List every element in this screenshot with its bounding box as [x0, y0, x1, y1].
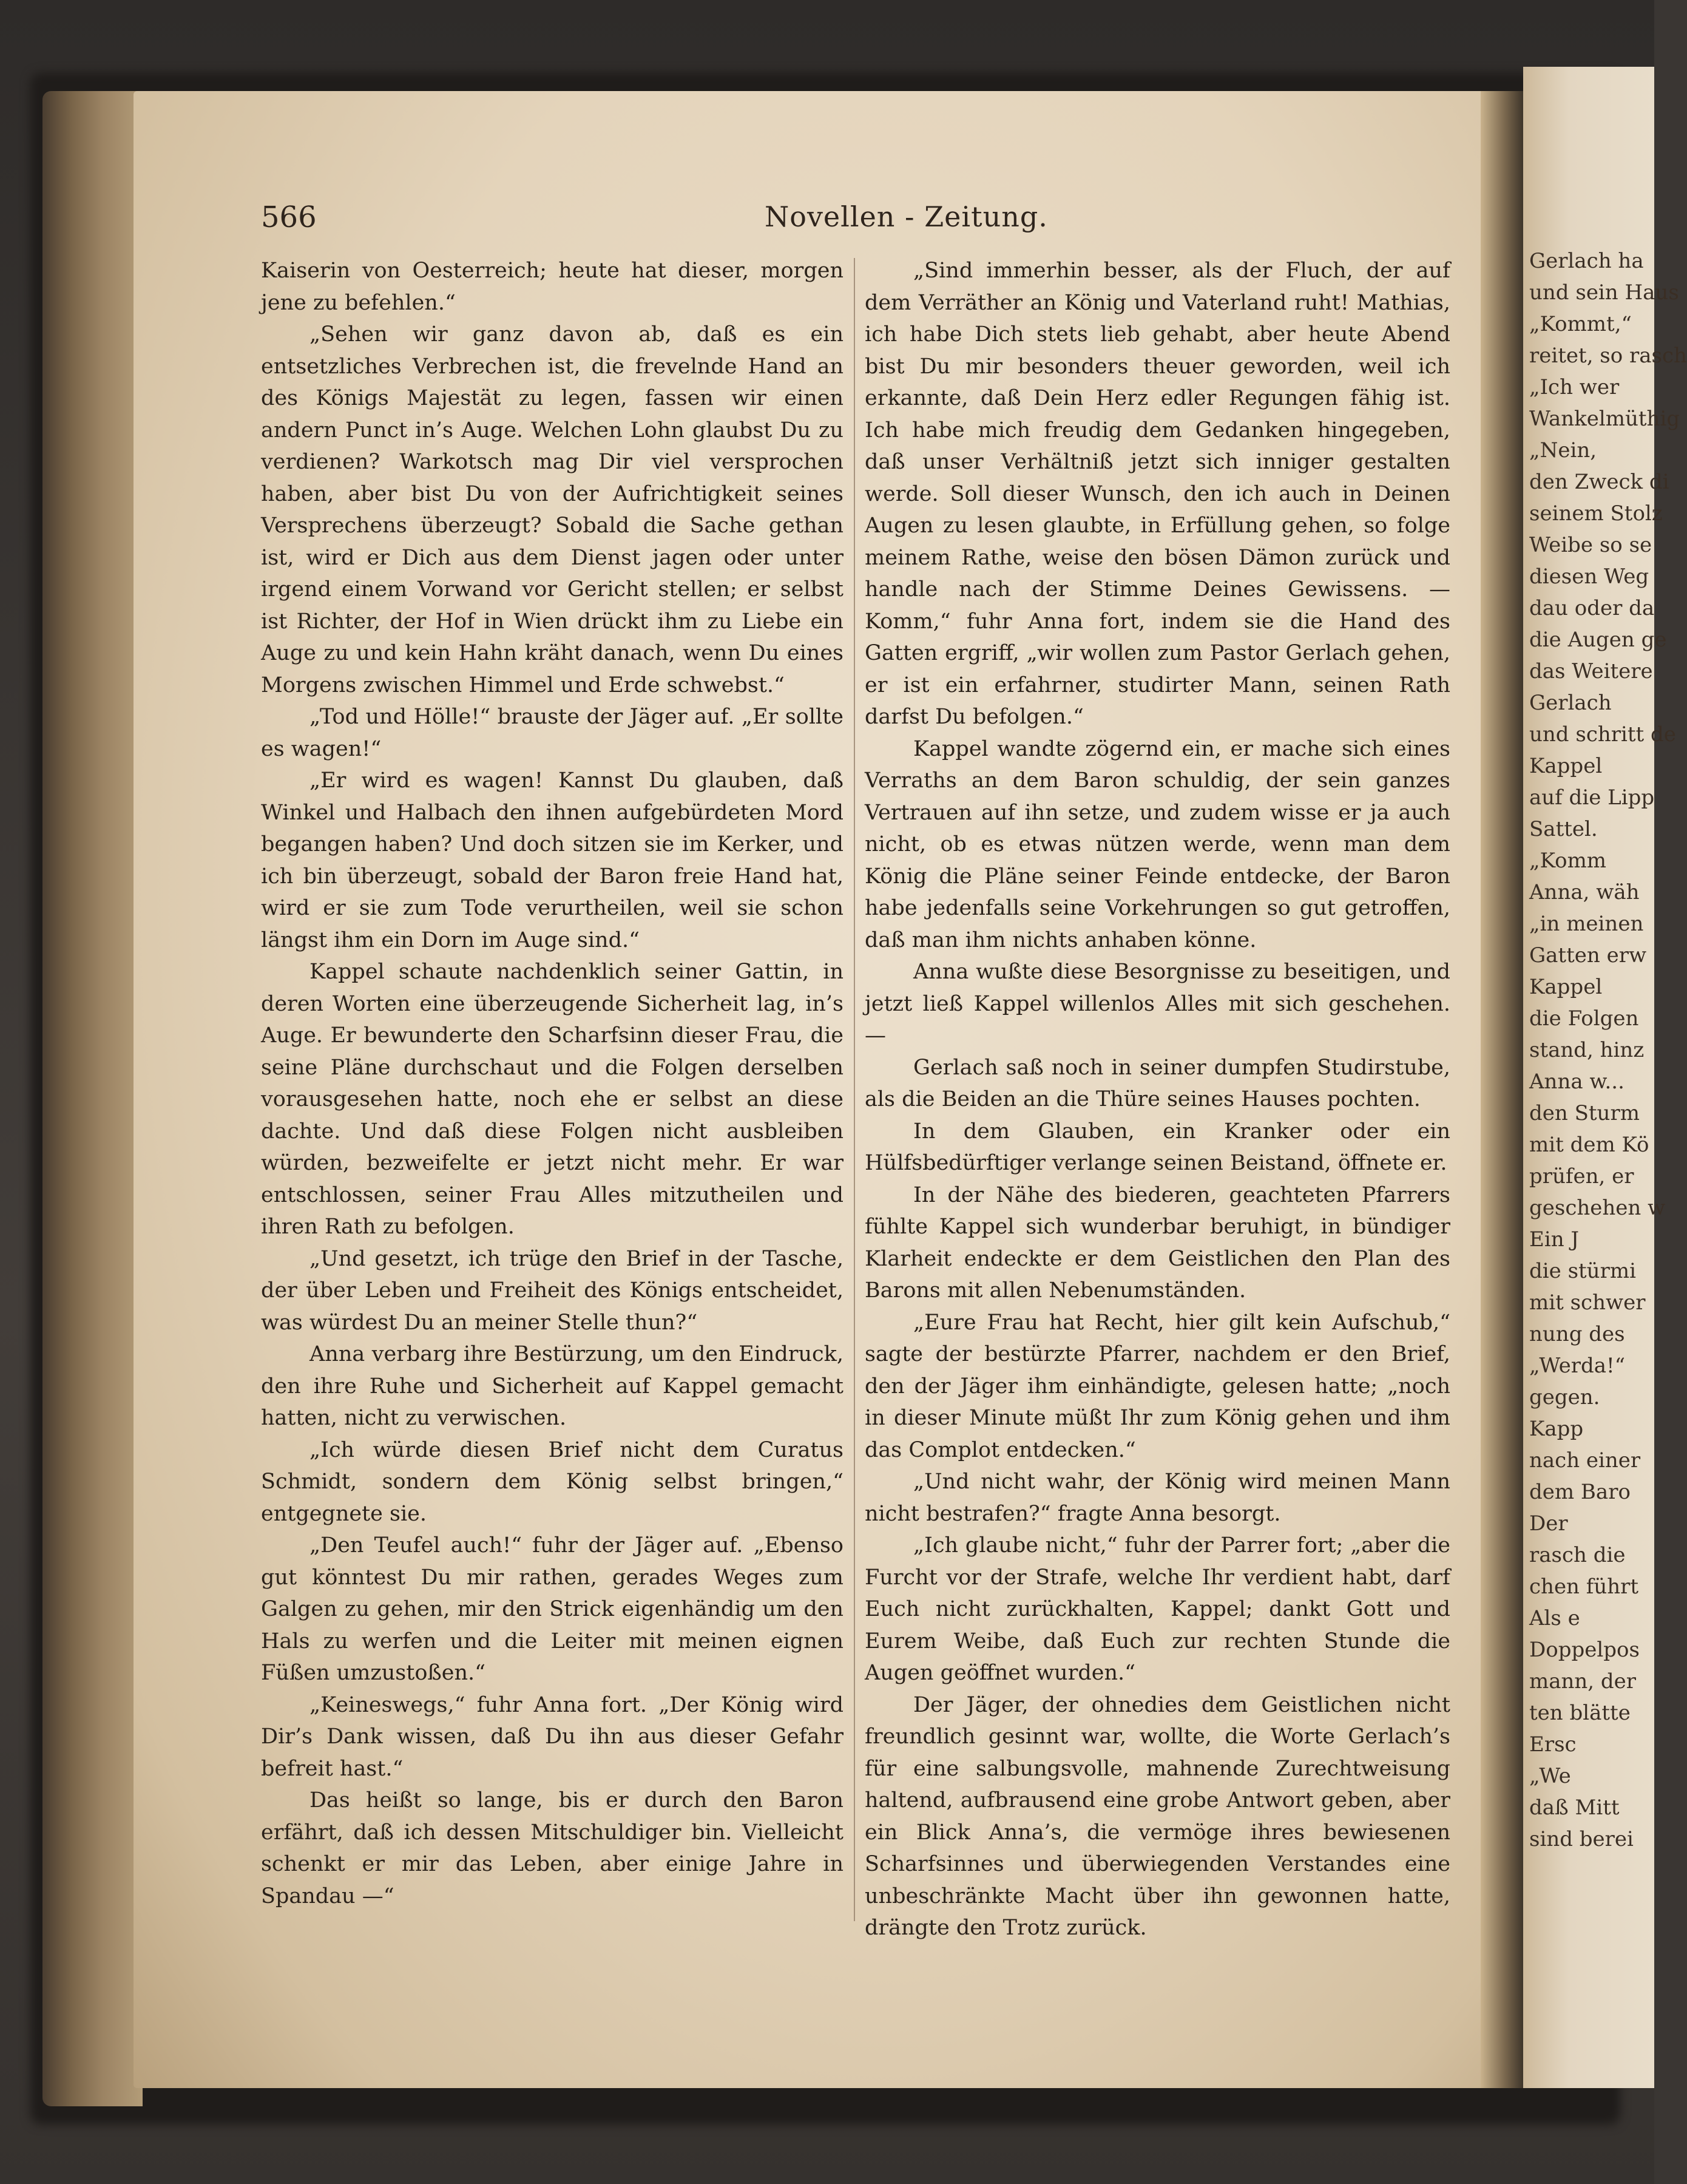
next-page-text-line: „Werda!“: [1529, 1354, 1626, 1378]
paragraph: Kappel schaute nachdenklich seiner Gattin, in deren Worten eine überzeugende Sicherheit lag, in’s Auge. Er bewunderte den Scharfsinn dieser Frau, die seine Pläne durchschaut und die Folgen derselben vorausgesehen hatte, noch ehe er selbst an diese dachte. Und daß diese Folgen nicht ausbleiben würden, bezweifelte er jetzt nicht mehr. Er war entschlossen, seiner Frau Alles mitzutheilen und ihren Rath zu befolgen.: [261, 960, 843, 1239]
page-number: 566: [261, 200, 317, 234]
next-page-text-line: das Weitere: [1529, 659, 1653, 683]
paragraph: „Keineswegs,“ fuhr Anna fort. „Der König wird Dir’s Dank wissen, daß Du ihn aus dieser Gefahr befreit hast.“: [261, 1692, 843, 1781]
next-page-text-line: „Nein,: [1529, 438, 1597, 463]
next-page-text-line: „Komm: [1529, 849, 1607, 873]
next-page-text-line: ten blätte: [1529, 1701, 1631, 1725]
column-divider: [854, 258, 855, 1921]
next-page-text-line: Sattel.: [1529, 817, 1598, 841]
next-page-text-line: Doppelpos: [1529, 1638, 1640, 1662]
next-page-text-line: geschehen w: [1529, 1196, 1666, 1220]
paragraph: Kappel wandte zögernd ein, er mache sich eines Verraths an dem Baron schuldig, der sein ganzes Vertrauen auf ihn setze, und zudem wisse er ja auch nicht, ob es etwas nützen werde, wenn man dem König die Pläne seiner Feinde entdecke, der Baron habe jedenfalls seine Vorkehrungen so gut getroffen, daß man ihm nichts anhaben könne.: [865, 736, 1450, 952]
paragraph: Kaiserin von Oesterreich; heute hat dieser, morgen jene zu befehlen.“: [261, 259, 843, 315]
paragraph: „Tod und Hölle!“ brauste der Jäger auf. „Er sollte es wagen!“: [261, 705, 843, 761]
next-page-text-line: reitet, so rasch: [1529, 344, 1687, 368]
next-page-text-line: Gerlach ha: [1529, 249, 1644, 273]
paragraph: „Ich glaube nicht,“ fuhr der Parrer fort; „aber die Furcht vor der Strafe, welche Ihr verdient habt, darf Euch nicht zurückhalten, Kappel; dankt Gott und Eurem Weibe, daß Euch zur rechten Stunde die Augen geöffnet wurden.“: [865, 1533, 1450, 1685]
next-page-text-line: Wankelmüthig: [1529, 407, 1680, 431]
left-column: [261, 255, 843, 1912]
next-page-text-line: daß Mitt: [1529, 1796, 1620, 1820]
running-head-title: Novellen - Zeitung.: [765, 200, 1048, 233]
next-page-text-line: prüfen, er: [1529, 1164, 1634, 1189]
paragraph: „Sind immerhin besser, als der Fluch, der auf dem Verräther an König und Vaterland ruht! Mathias, ich habe Dich stets lieb gehabt, aber heute Abend bist Du mir besonders theuer geworden, weil ich erkannte, daß Dein Herz edler Regungen fähig ist. Ich habe mich freudig dem Gedanken hingegeben, daß unser Verhältniß jetzt sich inniger gestalten werde. Soll dieser Wunsch, den ich auch in Deinen Augen zu lesen glaubte, in Erfüllung gehen, so folge meinem Rathe, weise den bösen Dämon zurück und handle nach der Stimme Deines Gewissens. — Komm,“ fuhr Anna fort, indem sie die Hand des Gatten ergriff, „wir wollen zum Pastor Gerlach gehen, er ist ein erfahrner, studirter Mann, seinen Rath darfst Du befolgen.“: [865, 259, 1450, 729]
paragraph: „Ich würde diesen Brief nicht dem Curatus Schmidt, sondern dem König selbst bringen,“ entgegnete sie.: [261, 1437, 843, 1526]
paragraph: Das heißt so lange, bis er durch den Baron erfährt, daß ich dessen Mitschuldiger bin. Vielleicht schenkt er mir das Leben, aber einige Jahre in Spandau —“: [261, 1788, 843, 1908]
next-page-text-line: Gerlach: [1529, 691, 1612, 715]
next-page-text-line: Gatten erw: [1529, 943, 1647, 968]
next-page-text-line: nung des: [1529, 1322, 1625, 1346]
paragraph: Der Jäger, der ohnedies dem Geistlichen nicht freundlich gesinnt war, wollte, die Worte Gerlach’s für eine salbungsvolle, mahnende Zurechtweisung haltend, aufbrausend eine grobe Antwort geben, aber ein Blick Anna’s, die vermöge ihres bewiesenen Scharfsinnes und überwiegenden Verstandes eine unbeschränkte Macht über ihn gewonnen hatte, drängte den Trotz zurück.: [865, 1692, 1450, 1940]
next-page-text-line: rasch die: [1529, 1543, 1626, 1567]
next-page-text-line: mit dem Kö: [1529, 1133, 1649, 1157]
next-page-text-line: „Kommt,“: [1529, 312, 1632, 336]
next-page-text-line: und schritt de: [1529, 722, 1676, 747]
paragraph: „Den Teufel auch!“ fuhr der Jäger auf. „Ebenso gut könntest Du mir rathen, gerades Weges zum Galgen zu gehen, mir den Strick eigenhändig um den Hals zu werfen und die Leiter mit meinen eignen Füßen umzustoßen.“: [261, 1533, 843, 1685]
paragraph: „Sehen wir ganz davon ab, daß es ein entsetzliches Verbrechen ist, die frevelnde Hand an des Königs Majestät zu legen, fassen wir einen andern Punct in’s Auge. Welchen Lohn glaubst Du zu verdienen? Warkotsch mag Dir viel versprochen haben, aber bist Du von der Aufrichtigkeit seines Versprechens überzeugt? Sobald die Sache gethan ist, wird er Dich aus dem Dienst jagen oder unter irgend einem Vorwand vor Gericht stellen; er selbst ist Richter, der Hof in Wien drückt ihm zu Liebe ein Auge zu und kein Hahn kräht danach, wenn Du eines Morgens zwischen Himmel und Erde schwebst.“: [261, 322, 843, 697]
next-page-text-line: Weibe so se: [1529, 533, 1652, 557]
paragraph: In dem Glauben, ein Kranker oder ein Hülfsbedürftiger verlange seinen Beistand, öffnete er.: [865, 1119, 1450, 1175]
next-page-text-line: Ein J: [1529, 1227, 1580, 1252]
next-page-fragment: [1523, 67, 1687, 2088]
page-edge-stack: [42, 91, 143, 2106]
paragraph: „Eure Frau hat Recht, hier gilt kein Aufschub,“ sagte der bestürzte Pfarrer, nachdem er den Brief, den der Jäger ihm einhändigte, gelesen hatte; „noch in dieser Minute müßt Ihr zum König gehen und ihm das Complot entdecken.“: [865, 1310, 1450, 1462]
next-page-text-line: gegen.: [1529, 1385, 1600, 1409]
next-page-text-line: die Augen ge: [1529, 628, 1667, 652]
paragraph: „Und nicht wahr, der König wird meinen Mann nicht bestrafen?“ fragte Anna besorgt.: [865, 1470, 1450, 1526]
paragraph: „Er wird es wagen! Kannst Du glauben, daß Winkel und Halbach den ihnen aufgebürdeten Mord begangen haben? Und doch sitzen sie im Kerker, und ich bin überzeugt, sobald der Baron freie Hand hat, wird er sie zum Tode verurtheilen, weil sie schon längst ihm ein Dorn im Auge sind.“: [261, 768, 843, 952]
next-page-text-line: Anna, wäh: [1529, 880, 1640, 904]
next-page-text-line: „Ich wer: [1529, 375, 1620, 399]
next-page-text-line: „We: [1529, 1764, 1571, 1788]
next-page-text-line: dau oder da: [1529, 596, 1655, 620]
next-page-text-line: Als e: [1529, 1606, 1580, 1630]
next-page-text-line: diesen Weg: [1529, 565, 1649, 589]
next-page-text-line: die stürmi: [1529, 1259, 1636, 1283]
next-page-text-line: und sein Haus: [1529, 280, 1679, 305]
book-gutter: [1481, 91, 1523, 2088]
next-page-text-line: Anna w...: [1529, 1070, 1624, 1094]
next-page-text-line: Kapp: [1529, 1417, 1584, 1441]
next-page-text-line: sind berei: [1529, 1827, 1634, 1851]
paragraph: Anna verbarg ihre Bestürzung, um den Eindruck, den ihre Ruhe und Sicherheit auf Kappel gemacht hatten, nicht zu verwischen.: [261, 1342, 843, 1430]
paragraph: Anna wußte diese Besorgnisse zu beseitigen, und jetzt ließ Kappel willenlos Alles mit sich geschehen. —: [865, 960, 1450, 1048]
next-page-text-line: Kappel: [1529, 975, 1603, 999]
next-page-text-line: Der: [1529, 1511, 1568, 1536]
next-page-text-line: dem Baro: [1529, 1480, 1631, 1504]
next-page-text-line: den Sturm: [1529, 1101, 1640, 1125]
next-page-text-line: chen führt: [1529, 1575, 1639, 1599]
paragraph: In der Nähe des biederen, geachteten Pfarrers fühlte Kappel sich wunderbar beruhigt, in bündiger Klarheit endeckte er dem Geistlichen den Plan des Barons mit allen Nebenumständen.: [865, 1182, 1450, 1303]
next-page-text-line: Ersc: [1529, 1732, 1577, 1757]
next-page-text-line: den Zweck di: [1529, 470, 1669, 494]
next-page-text-line: seinem Stolz: [1529, 501, 1663, 526]
next-page-text-line: die Folgen: [1529, 1006, 1639, 1031]
next-page-text-line: auf die Lipp: [1529, 785, 1655, 810]
paragraph: Gerlach saß noch in seiner dumpfen Studirstube, als die Beiden an die Thüre seines Hauses pochten.: [865, 1055, 1450, 1111]
next-page-text-line: nach einer: [1529, 1448, 1641, 1473]
next-page-text-line: Kappel: [1529, 754, 1603, 778]
next-page-text-line: mit schwer: [1529, 1290, 1646, 1315]
next-page-text-line: mann, der: [1529, 1669, 1637, 1694]
right-column: [865, 255, 1450, 1944]
next-page-text-line: stand, hinz: [1529, 1038, 1645, 1062]
paragraph: „Und gesetzt, ich trüge den Brief in der Tasche, der über Leben und Freiheit des Königs entscheidet, was würdest Du an meiner Stelle thun?“: [261, 1246, 843, 1335]
next-page-text-line: „in meinen: [1529, 912, 1644, 936]
